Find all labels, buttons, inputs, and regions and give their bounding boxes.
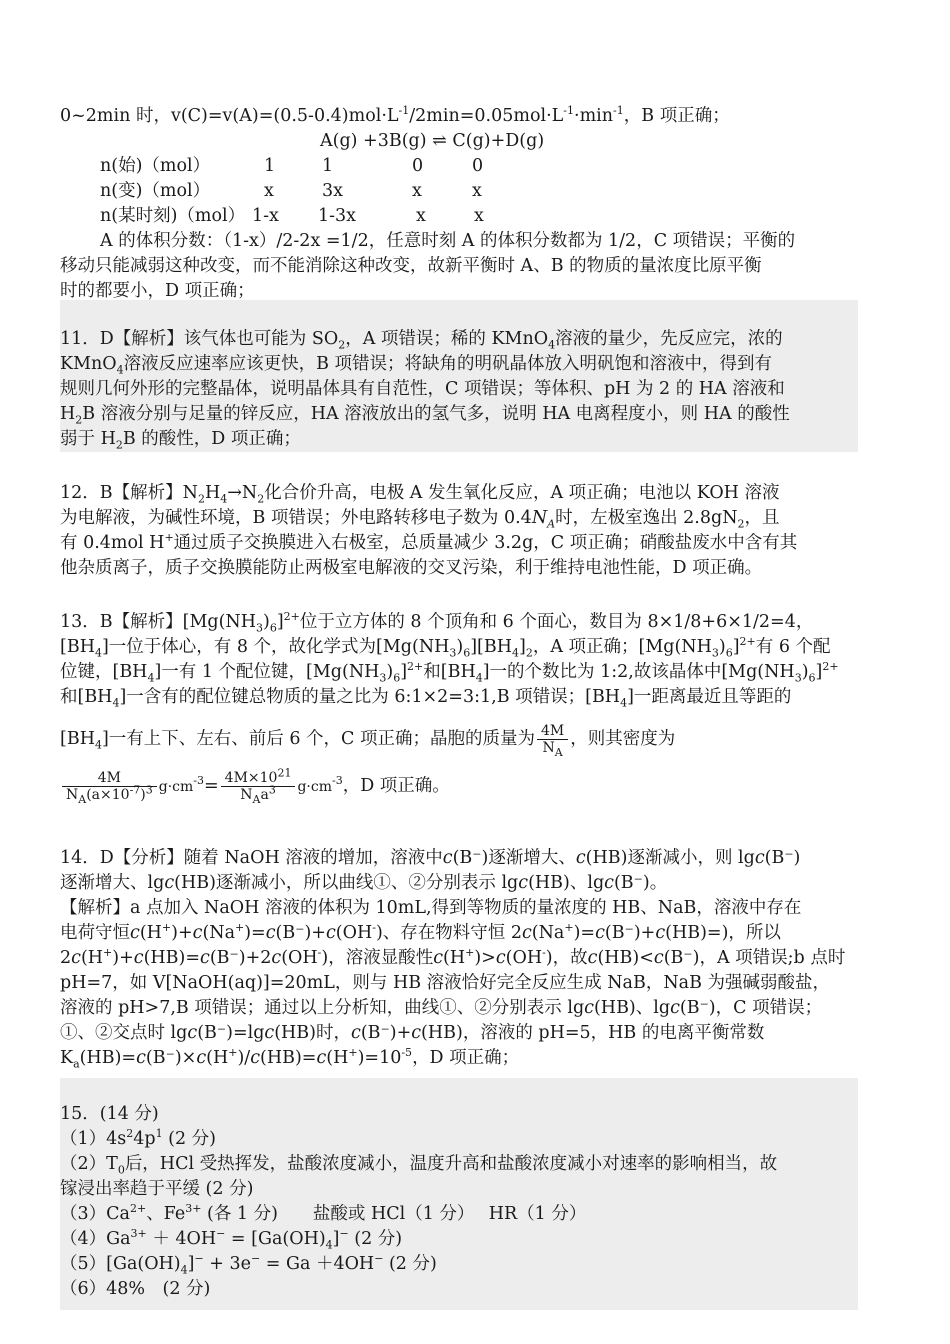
text-line: 移动只能减弱这种改变，而不能消除这种改变，故新平衡时 A、B 的物质的量浓度比原平衡: [60, 256, 762, 276]
q12-line: 有 0.4mol H+通过质子交换膜进入右极室，总质量减少 3.2g，C 项正确；硝酸盐废水中含有其: [60, 531, 798, 553]
q13-line: $[BH_4]$一位于体心，有 8 个，故化学式为$[Mg(NH_3)_6][BH_4]_2$，A 项正确；$[Mg(NH_3)_6]^{2+}$有 6 个配: [60, 635, 831, 660]
q13-line: 和$[BH_4]$一含有的配位键总物质的量之比为 6:1×2=3:1,B 项错误；$[BH_4]$一距离最近且等距的: [60, 687, 792, 710]
q14-line: 电荷守恒c(H+)+c(Na+)=c(B⁻)+c(OH-)、存在物料守恒 2c(Na+)=c(B⁻)+c(HB)=)，所以: [60, 921, 781, 943]
text-line: A 的体积分数：（1-x）/2-2x =1/2，任意时刻 A 的体积分数都为 1/2，C 项错误；平衡的: [100, 231, 796, 251]
q12-line: 他杂质离子，质子交换膜能防止两极室电解液的交叉污染，利于维持电池性能，D 项正确。: [60, 558, 763, 578]
q15-line: $(3)Ca^{2+}$、$Fe^{3+}$ (各 1 分) 盐酸或 HCl（1 分） HR（1 分）: [60, 1202, 587, 1224]
density-fraction-2: $\frac{4M\times 10^{21}}{N_Aa^3}$: [221, 770, 296, 803]
q12-line: 12．B【解析】$N_2H_4\to N_2$化合价升高，电极 A 发生氧化反应，A 项正确；电池以 KOH 溶液: [60, 483, 780, 506]
q15-line: $(2)T_0$后，HCl 受热挥发，盐酸浓度减小，温度升高和盐酸浓度减小对速率的影响相当，故: [60, 1154, 778, 1177]
q14-line: 逐渐增大、lgc(HB)逐渐减小，所以曲线①、②分别表示 lgc(HB)、lgc(B⁻)。: [60, 873, 668, 893]
q11-line: KMnO$_4$溶液反应速率应该更快，B 项错误；将缺角的明矾晶体放入明矾饱和溶液中，得到有: [60, 354, 773, 377]
q14-line: 2c(H+)+c(HB)=c(B⁻)+2c(OH-)，溶液显酸性c(H+)>c(OH-)，故c(HB)<c(B⁻)，A 项错误;b 点时: [60, 946, 846, 968]
q11-line: 弱于 $H_2B$ 的酸性，D 项正确；: [60, 429, 301, 452]
mass-fraction: $\frac{4M}{N_A}$: [537, 723, 568, 756]
q14-line: $K_a(HB)=c(B^-)\times c(H^+)/c(HB)=c(H^+)=10^{-5}$，D 项正确；: [60, 1046, 520, 1071]
table-row: n(变)（mol） x 3x x x: [100, 181, 482, 201]
text-line: 0~2min 时，$v(C)=v(A)=(0.5-0.4)mol\cdot L^{-1}/2\min=0.05mol\cdot L^{-1}\cdot\min^{-1}$，B 项正确；: [60, 104, 730, 126]
q15-line: 镓浸出率趋于平缓 (2 分): [60, 1179, 254, 1199]
q14-line: 【解析】a 点加入 NaOH 溶液的体积为 10mL,得到等物质的量浓度的 HB、NaB，溶液中存在: [60, 898, 802, 918]
q15-line: 15．(14 分): [60, 1104, 159, 1124]
q12-line: 为电解液，为碱性环境，B 项错误；外电路转移电子数为 $0.4N_A$时，左极室逸出 $2.8gN_2$，且: [60, 508, 780, 531]
text-line: 时的都要小，D 项正确；: [60, 281, 255, 301]
table-row: n(始)（mol） 1 1 0 0: [100, 156, 484, 176]
q11-line: $H_2B$ 溶液分别与足量的锌反应，HA 溶液放出的氢气多，说明 HA 电离程度小，则 HA 的酸性: [60, 404, 790, 427]
q14-line: 溶液的 pH>7,B 项错误；通过以上分析知，曲线①、②分别表示 lgc(HB)、lgc(B⁻)，C 项错误；: [60, 998, 823, 1018]
q13-line: $[BH_4]$一有上下、左右、前后 6 个，C 项正确；晶胞的质量为 $\frac{4M}{N_A}$ ，则其密度为: [60, 723, 676, 759]
q15-line: $(5)[Ga(OH)_4]^- + 3e^- = Ga +4OH^-$ (2 分): [60, 1252, 437, 1277]
q15-line: $(1)4s^24p^1$ (2 分): [60, 1127, 217, 1149]
q13-line: 13．B【解析】$[Mg(NH_3)_6]^{2+}$位于立方体的 8 个顶角和 6 个面心，数目为 8×1/8+6×1/2=4，: [60, 610, 814, 635]
q14-line: ①、②交点时 lgc(B⁻)=lgc(HB)时，c(B⁻)+c(HB)，溶液的 pH=5，HB 的电离平衡常数: [60, 1023, 765, 1043]
q13-line: 位键，$[BH_4]$一有 1 个配位键，$[Mg(NH_3)_6]^{2+}$和$[BH_4]$一的个数比为 1:2,故该晶体中$[Mg(NH_3)_6]^{2+}$: [60, 660, 839, 685]
q14-line: 14．D【分析】随着 NaOH 溶液的增加，溶液中c(B⁻)逐渐增大、c(HB)逐渐减小，则 lgc(B⁻): [60, 848, 801, 868]
q11-line: 规则几何外形的完整晶体，说明晶体具有自范性，C 项错误；等体积、pH 为 2 的 HA 溶液和: [60, 379, 785, 399]
q15-line: （6）48% (2 分): [60, 1279, 211, 1299]
q14-line: pH=7，如 V[NaOH(aq)]=20mL，则与 HB 溶液恰好完全反应生成 NaB，NaB 为强碱弱酸盐，: [60, 973, 830, 993]
density-fraction: $\frac{4M}{N_A(a\times 10^{-7})^3}$: [62, 770, 157, 803]
q11-line: 11．D【解析】该气体也可能为 $SO_2$，A 项错误；稀的 KMnO$_4$溶液的量少，先反应完，浓的: [60, 329, 783, 352]
table-row: n(某时刻)（mol） 1-x 1-3x x x: [100, 206, 484, 226]
density-formula: $\frac{4M}{N_A(a\times 10^{-7})^3}$ $g\cdot cm^{-3}=$ $\frac{4M\times 10^{21}}{N_Aa^3}$ $g\cdot cm^{-3}$，D 项正确。: [60, 763, 450, 809]
q15-line: $(4)Ga^{3+} + 4OH^- = [Ga(OH)_4]^-$ (2 分): [60, 1227, 403, 1252]
